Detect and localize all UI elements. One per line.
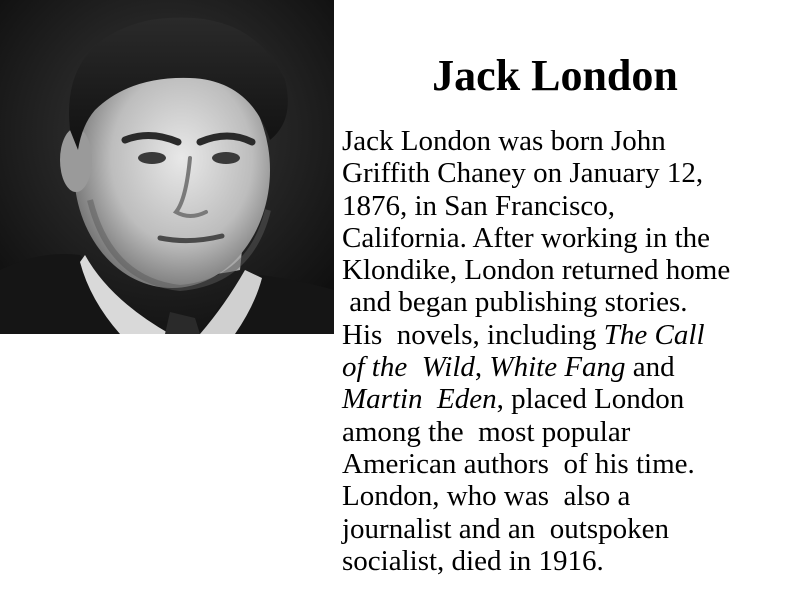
page-title: Jack London: [432, 51, 678, 100]
bio-line: Jack London was born John: [342, 125, 666, 157]
bio-line: and began publishing stories.: [342, 286, 688, 319]
bio-line: Griffith Chaney on January 12,: [342, 157, 704, 190]
bio-line: journalist and an outspoken: [342, 512, 670, 545]
bio-line: Klondike, London returned home: [342, 254, 731, 287]
book-title-white-fang: White Fang: [489, 351, 626, 384]
bio-line: , placed London: [496, 383, 685, 416]
bio-line: among the most popular: [342, 415, 631, 448]
bio-line: and: [625, 351, 675, 384]
bio-line: London, who was also a: [342, 480, 631, 513]
book-title-martin-eden: Martin Eden: [342, 383, 497, 416]
bio-line: His novels, including: [342, 318, 604, 351]
author-portrait: [0, 0, 334, 334]
bio-line: socialist, died in 1916.: [342, 544, 604, 577]
bio-line: California. After working in the: [342, 221, 711, 254]
bio-line: 1876, in San Francisco,: [342, 189, 616, 222]
book-title-call-of-the-wild-part2: of the Wild: [342, 351, 475, 384]
bio-separator: ,: [474, 351, 490, 384]
book-title-call-of-the-wild-part1: The Call: [603, 318, 705, 351]
portrait-image: [0, 0, 334, 334]
bio-line: American authors of his time.: [342, 447, 695, 480]
biography-text: [342, 125, 792, 577]
